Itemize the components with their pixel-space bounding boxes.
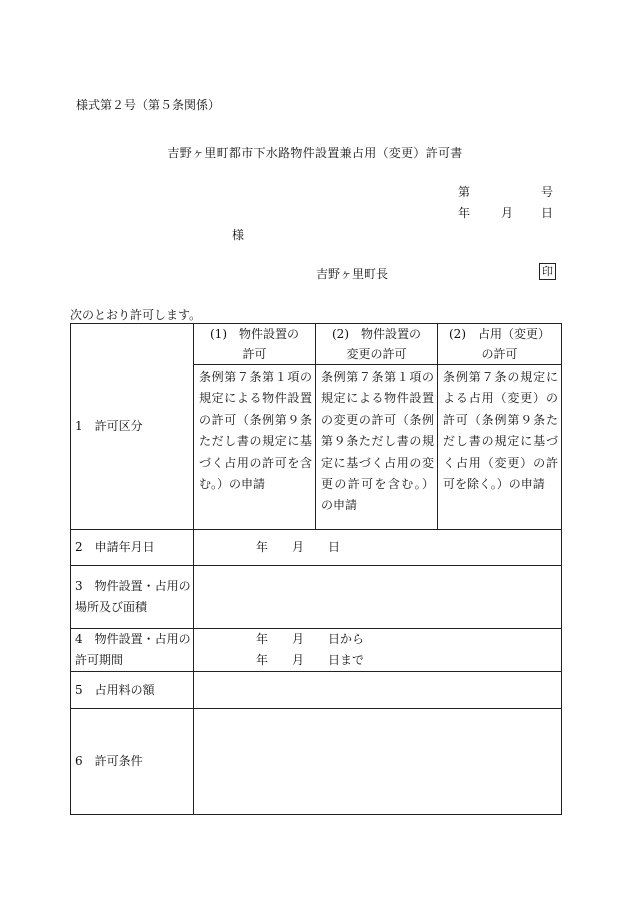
value-occupancy-fee (194, 672, 562, 709)
form-identifier: 様式第２号（第５条関係） (76, 98, 221, 112)
option-1-heading-line2: 許可 (242, 347, 267, 361)
option-1-heading-line1: (1) 物件設置の (210, 327, 299, 341)
intro-text: 次のとおり許可します。 (70, 308, 202, 322)
permit-period-to: 年 月 日まで (256, 653, 365, 667)
option-3-heading-line1: (2) 占用（変更） (449, 327, 550, 341)
option-1-heading (194, 324, 316, 365)
issue-date-year: 年 (458, 206, 471, 220)
issue-date-day: 日 (541, 206, 554, 220)
permit-period-from: 年 月 日から (256, 632, 365, 646)
label-application-date: 2 申請年月日 (71, 530, 194, 566)
document-title: 吉野ヶ里町都市下水路物件設置兼占用（変更）許可書 (167, 146, 463, 160)
value-application-date (194, 530, 562, 566)
option-3-description: 条例第７条の規定による占用（変更）の許可（条例第９条ただし書の規定に基づく占用（変更）の許可を除く。）の申請 (438, 365, 562, 530)
table-row-category-header (71, 324, 562, 365)
value-permit-period (194, 629, 562, 672)
permit-table (70, 323, 562, 815)
addressee-honorific: 様 (232, 228, 245, 242)
issue-date-month: 月 (501, 206, 514, 220)
label-permit-category: 1 許可区分 (71, 324, 194, 530)
table-row-conditions (71, 709, 562, 815)
option-2-heading-line2: 変更の許可 (346, 347, 407, 361)
application-date-line: 年 月 日 (256, 540, 341, 554)
permit-number-suffix: 号 (541, 185, 554, 199)
option-2-heading (316, 324, 438, 365)
issuer-name: 吉野ヶ里町長 (316, 267, 389, 281)
option-3-heading (438, 324, 562, 365)
option-1-description: 条例第７条第１項の規定による物件設置の許可（条例第９条ただし書の規定に基づく占用の許可を含む。）の申請 (194, 365, 316, 530)
option-3-heading-line2: の許可 (481, 347, 518, 361)
table-row-fee (71, 672, 562, 709)
value-location-area (194, 566, 562, 629)
option-2-description: 条例第７条第１項の規定による物件設置の変更の許可（条例第９条ただし書の規定に基づく占用の変更の許可を含む。）の申請 (316, 365, 438, 530)
label-location-area: 3 物件設置・占用の場所及び面積 (71, 566, 194, 629)
table-row-application-date (71, 530, 562, 566)
permit-number-prefix: 第 (458, 185, 471, 199)
option-2-heading-line1: (2) 物件設置の (332, 327, 421, 341)
seal-stamp-box: 印 (539, 263, 556, 280)
label-permit-conditions: 6 許可条件 (71, 709, 194, 815)
value-permit-conditions (194, 709, 562, 815)
label-occupancy-fee: 5 占用料の額 (71, 672, 194, 709)
table-row-permit-period (71, 629, 562, 672)
table-row-location-area (71, 566, 562, 629)
label-permit-period: 4 物件設置・占用の許可期間 (71, 629, 194, 672)
